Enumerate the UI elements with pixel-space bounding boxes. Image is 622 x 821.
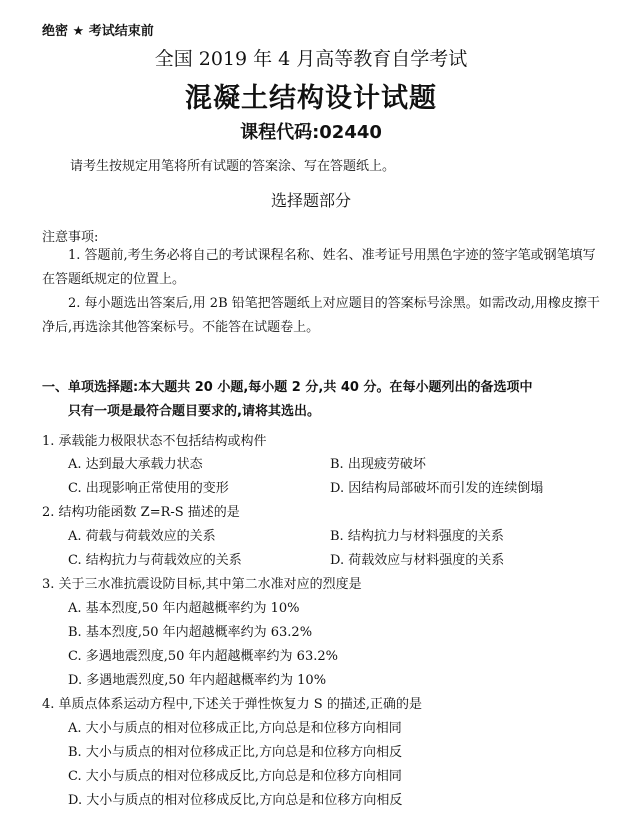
- answer-instruction: 请考生按规定用笔将所有试题的答案涂、写在答题纸上。: [70, 159, 396, 174]
- confidential-label: 绝密 ★ 考试结束前: [42, 24, 154, 39]
- option: A. 达到最大承载力状态: [68, 457, 203, 472]
- part-one-line1: 一、单项选择题:本大题共 20 小题,每小题 2 分,共 40 分。在每小题列出的备选项中: [42, 380, 533, 395]
- option: A. 基本烈度,50 年内超越概率约为 10%: [68, 601, 300, 616]
- question-stem: 4. 单质点体系运动方程中,下述关于弹性恢复力 S 的描述,正确的是: [42, 697, 422, 712]
- option: B. 大小与质点的相对位移成正比,方向总是和位移方向相反: [68, 745, 402, 760]
- note-item: 2. 每小题选出答案后,用 2B 铅笔把答题纸上对应题目的答案标号涂黑。如需改动,用橡皮擦干净后,再选涂其他答案标号。不能答在试题卷上。: [42, 296, 600, 335]
- option: C. 大小与质点的相对位移成反比,方向总是和位移方向相同: [68, 769, 402, 784]
- option: C. 多遇地震烈度,50 年内超越概率约为 63.2%: [68, 649, 338, 664]
- option: B. 基本烈度,50 年内超越概率约为 63.2%: [68, 625, 313, 640]
- option: D. 大小与质点的相对位移成反比,方向总是和位移方向相反: [68, 793, 403, 808]
- option: B. 结构抗力与材料强度的关系: [330, 529, 504, 544]
- option: D. 因结构局部破坏而引发的连续倒塌: [330, 481, 544, 496]
- option: A. 大小与质点的相对位移成正比,方向总是和位移方向相同: [68, 721, 402, 736]
- part-one-line2: 只有一项是最符合题目要求的,请将其选出。: [68, 404, 320, 419]
- section-title: 选择题部分: [270, 191, 351, 210]
- option: D. 荷载效应与材料强度的关系: [330, 553, 505, 568]
- question-stem: 1. 承载能力极限状态不包括结构或构件: [42, 434, 267, 449]
- question-stem: 2. 结构功能函数 Z=R-S 描述的是: [42, 505, 240, 520]
- question-stem: 3. 关于三水准抗震设防目标,其中第二水准对应的烈度是: [42, 577, 362, 592]
- option: C. 结构抗力与荷载效应的关系: [68, 553, 242, 568]
- option: A. 荷载与荷载效应的关系: [68, 529, 216, 544]
- exam-title: 全国 2019 年 4 月高等教育自学考试: [154, 48, 468, 70]
- part-one-heading: [42, 376, 602, 424]
- notes-heading: 注意事项:: [42, 230, 99, 245]
- option: C. 出现影响正常使用的变形: [68, 481, 229, 496]
- note-item: 1. 答题前,考生务必将自己的考试课程名称、姓名、准考证号用黑色字迹的签字笔或钢笔填写在答题纸规定的位置上。: [42, 248, 596, 287]
- subject-title: 混凝土结构设计试题: [185, 83, 437, 114]
- course-code: 课程代码:02440: [240, 122, 382, 143]
- option: D. 多遇地震烈度,50 年内超越概率约为 10%: [68, 673, 327, 688]
- option: B. 出现疲劳破坏: [330, 457, 426, 472]
